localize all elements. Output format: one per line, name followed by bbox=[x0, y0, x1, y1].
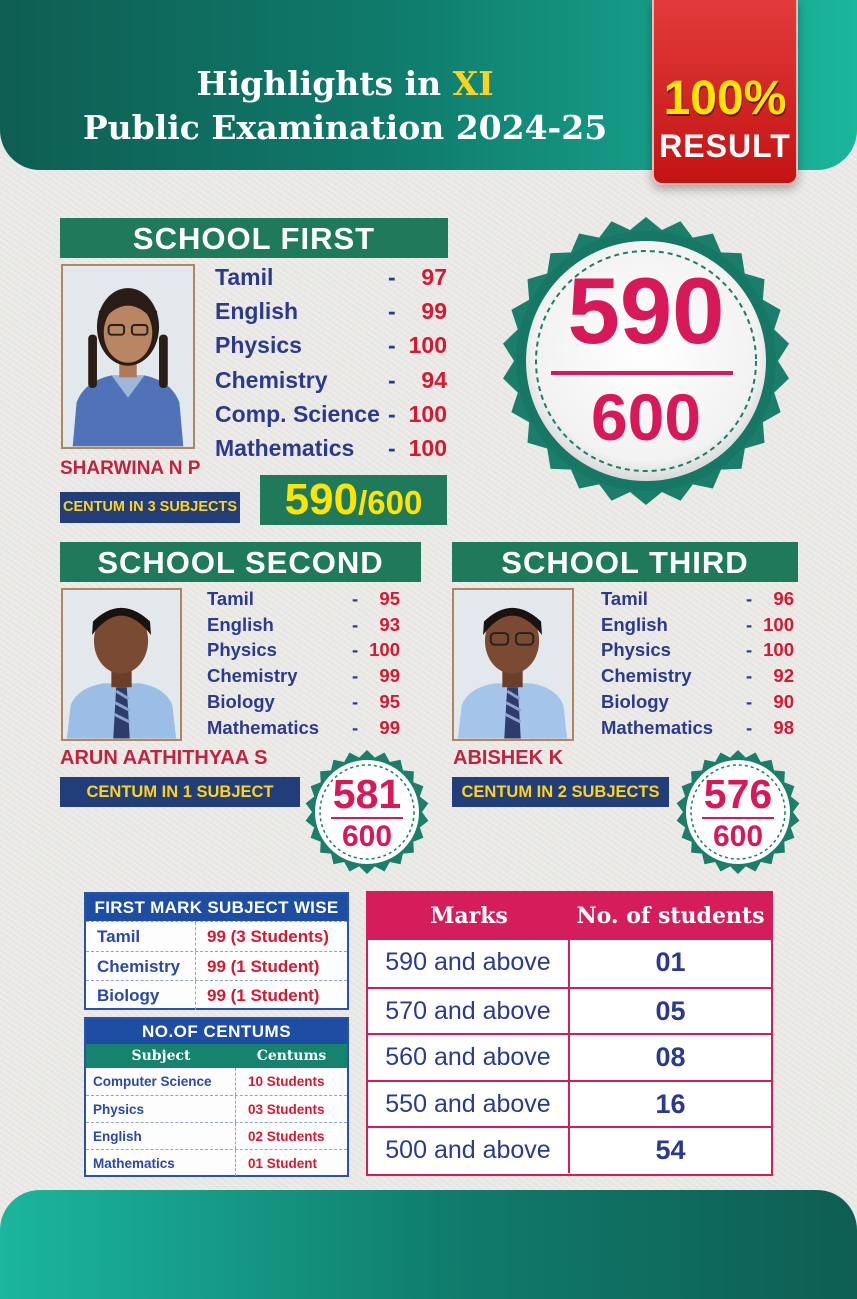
table-row bbox=[86, 1149, 347, 1176]
subject-dash: - bbox=[746, 588, 753, 609]
subject-dash: - bbox=[746, 665, 753, 686]
subject-mark: 98 bbox=[773, 717, 794, 738]
table-row bbox=[368, 1080, 771, 1127]
mk-count: 54 bbox=[655, 1135, 686, 1166]
centum-badge-second: CENTUM IN 1 SUBJECT bbox=[60, 777, 300, 807]
subject-dash: - bbox=[352, 691, 359, 712]
mk-range: 550 and above bbox=[368, 1082, 570, 1127]
seal-total: 600 bbox=[341, 820, 393, 853]
fm-subject: Tamil bbox=[86, 922, 196, 951]
subject-name: Physics bbox=[601, 639, 671, 660]
subject-dash: - bbox=[388, 332, 396, 358]
subject-name: Chemistry bbox=[601, 665, 692, 686]
score-box-first bbox=[260, 475, 447, 525]
student-name-first: SHARWINA N P bbox=[60, 458, 201, 479]
mk-range: 560 and above bbox=[368, 1035, 570, 1080]
subject-row bbox=[215, 401, 450, 435]
subject-mark: 100 bbox=[763, 639, 794, 660]
centums-table bbox=[84, 1017, 349, 1177]
subject-name: Chemistry bbox=[215, 367, 328, 393]
subject-mark: 100 bbox=[408, 332, 447, 358]
title-line1: Highlights in bbox=[196, 64, 453, 103]
student-photo-second-image bbox=[63, 590, 180, 739]
school-second-title: SCHOOL SECOND bbox=[60, 542, 421, 582]
subject-row bbox=[601, 614, 796, 640]
subject-mark: 94 bbox=[421, 367, 447, 393]
subject-row bbox=[601, 639, 796, 665]
subject-mark: 100 bbox=[408, 401, 447, 427]
subject-mark: 100 bbox=[408, 435, 447, 461]
marks-col-marks: Marks bbox=[430, 903, 508, 929]
ribbon-percent: 100% bbox=[663, 72, 787, 125]
seal-score: 581 bbox=[332, 771, 402, 817]
subject-mark: 92 bbox=[773, 665, 794, 686]
seal-score: 576 bbox=[703, 771, 773, 817]
subject-mark: 96 bbox=[773, 588, 794, 609]
marks-col-students: No. of students bbox=[576, 903, 765, 929]
seal-total: 600 bbox=[590, 380, 702, 454]
centums-col-subject: Subject bbox=[131, 1048, 191, 1064]
subject-name: Biology bbox=[601, 691, 669, 712]
subject-mark: 99 bbox=[421, 298, 447, 324]
footer-banner bbox=[0, 1190, 857, 1299]
mk-count: 08 bbox=[655, 1042, 686, 1073]
subject-dash: - bbox=[388, 264, 396, 290]
subject-row bbox=[207, 614, 402, 640]
subject-name: Mathematics bbox=[207, 717, 320, 738]
subject-name: Comp. Science bbox=[215, 401, 380, 427]
subject-dash: - bbox=[746, 614, 753, 635]
mk-range: 570 and above bbox=[368, 989, 570, 1034]
subject-mark: 100 bbox=[763, 614, 794, 635]
mk-range: 590 and above bbox=[368, 940, 570, 987]
table-row bbox=[86, 921, 347, 951]
seal-total: 600 bbox=[712, 820, 764, 853]
subject-mark: 93 bbox=[379, 614, 400, 635]
ribbon-label: RESULT bbox=[659, 128, 791, 164]
centums-col-centums: Centums bbox=[256, 1048, 327, 1064]
score-value: 590 bbox=[284, 475, 359, 524]
subject-mark: 99 bbox=[379, 665, 400, 686]
mk-range: 500 and above bbox=[368, 1128, 570, 1173]
subject-row bbox=[215, 435, 450, 469]
fm-subject: Chemistry bbox=[86, 952, 196, 981]
score-seal-second bbox=[303, 748, 431, 876]
subject-name: Tamil bbox=[215, 264, 274, 290]
subject-dash: - bbox=[388, 401, 396, 427]
subject-dash: - bbox=[352, 717, 359, 738]
ct-subject: Mathematics bbox=[86, 1150, 236, 1176]
score-seal-first bbox=[493, 216, 799, 506]
ct-subject: Computer Science bbox=[86, 1068, 236, 1095]
subject-name: English bbox=[215, 298, 299, 324]
subject-name: Physics bbox=[215, 332, 302, 358]
marks-distribution-table bbox=[366, 891, 773, 1176]
subject-row bbox=[601, 588, 796, 614]
student-photo-first bbox=[61, 264, 195, 449]
student-photo-first-image bbox=[63, 266, 193, 447]
mk-count: 16 bbox=[655, 1088, 686, 1119]
centums-title: NO.OF CENTUMS bbox=[86, 1019, 347, 1044]
result-ribbon bbox=[652, 0, 798, 185]
mk-count: 05 bbox=[655, 995, 686, 1026]
first-mark-table bbox=[84, 892, 349, 1010]
subject-dash: - bbox=[746, 639, 753, 660]
subject-name: Tamil bbox=[601, 588, 648, 609]
subject-row bbox=[215, 298, 450, 332]
centum-badge-third: CENTUM IN 2 SUBJECTS bbox=[452, 777, 669, 807]
ct-value: 10 Students bbox=[248, 1074, 325, 1089]
table-row bbox=[86, 1122, 347, 1149]
fm-value: 99 (3 Students) bbox=[207, 927, 329, 946]
table-row bbox=[86, 1068, 347, 1095]
subject-name: Biology bbox=[207, 691, 275, 712]
school-third-title: SCHOOL THIRD bbox=[452, 542, 798, 582]
subject-row bbox=[207, 588, 402, 614]
ct-value: 03 Students bbox=[248, 1102, 325, 1117]
ct-subject: Physics bbox=[86, 1096, 236, 1122]
subject-mark: 95 bbox=[379, 691, 400, 712]
centums-header-row bbox=[86, 1044, 347, 1068]
marks-header-row bbox=[368, 893, 771, 940]
subject-mark: 97 bbox=[421, 264, 447, 290]
title-highlight: XI bbox=[452, 64, 494, 103]
subject-dash: - bbox=[352, 588, 359, 609]
student-photo-second bbox=[61, 588, 182, 741]
mk-count: 01 bbox=[655, 947, 686, 977]
subject-dash: - bbox=[388, 435, 396, 461]
subject-row bbox=[207, 639, 402, 665]
subject-row bbox=[601, 717, 796, 743]
subject-name: English bbox=[601, 614, 668, 635]
subject-row bbox=[215, 332, 450, 366]
subject-mark: 90 bbox=[773, 691, 794, 712]
school-first-title: SCHOOL FIRST bbox=[60, 218, 448, 258]
first-mark-title: FIRST MARK SUBJECT WISE bbox=[86, 894, 347, 921]
ct-value: 02 Students bbox=[248, 1129, 325, 1144]
fm-subject: Biology bbox=[86, 981, 196, 1010]
subject-row bbox=[215, 367, 450, 401]
fm-value: 99 (1 Student) bbox=[207, 986, 320, 1006]
subject-name: Chemistry bbox=[207, 665, 298, 686]
subject-row bbox=[207, 717, 402, 743]
subject-mark: 95 bbox=[379, 588, 400, 609]
table-row bbox=[368, 987, 771, 1034]
subject-dash: - bbox=[746, 691, 753, 712]
page-title bbox=[40, 62, 650, 150]
title-line2: Public Examination 2024-25 bbox=[82, 108, 608, 147]
subject-row bbox=[601, 691, 796, 717]
centum-badge-first: CENTUM IN 3 SUBJECTS bbox=[60, 492, 240, 523]
subject-dash: - bbox=[352, 639, 359, 660]
student-photo-third bbox=[452, 588, 574, 741]
subject-name: Tamil bbox=[207, 588, 254, 609]
table-row bbox=[368, 1033, 771, 1080]
subject-name: Physics bbox=[207, 639, 277, 660]
student-name-third: ABISHEK K bbox=[453, 747, 564, 769]
fm-value: 99 (1 Student) bbox=[207, 956, 320, 976]
subject-row bbox=[601, 665, 796, 691]
subject-row bbox=[207, 691, 402, 717]
table-row bbox=[368, 940, 771, 987]
subject-row bbox=[207, 665, 402, 691]
table-row bbox=[86, 1095, 347, 1122]
subject-mark: 100 bbox=[369, 639, 400, 660]
score-seal-third bbox=[674, 748, 802, 876]
subject-name: Mathematics bbox=[601, 717, 714, 738]
student-photo-third-image bbox=[454, 590, 572, 739]
table-row bbox=[86, 980, 347, 1010]
subject-name: Mathematics bbox=[215, 435, 355, 461]
subject-dash: - bbox=[746, 717, 753, 738]
ct-subject: English bbox=[86, 1123, 236, 1149]
table-row bbox=[368, 1126, 771, 1173]
score-total: /600 bbox=[358, 484, 423, 521]
subject-dash: - bbox=[388, 367, 396, 393]
subject-dash: - bbox=[388, 298, 396, 324]
seal-score: 590 bbox=[567, 258, 725, 363]
subject-row bbox=[215, 264, 450, 298]
table-row bbox=[86, 951, 347, 981]
subject-dash: - bbox=[352, 665, 359, 686]
subject-name: English bbox=[207, 614, 274, 635]
ct-value: 01 Student bbox=[248, 1156, 318, 1171]
student-name-second: ARUN AATHITHYAA S bbox=[60, 747, 268, 769]
subject-dash: - bbox=[352, 614, 359, 635]
subject-mark: 99 bbox=[379, 717, 400, 738]
